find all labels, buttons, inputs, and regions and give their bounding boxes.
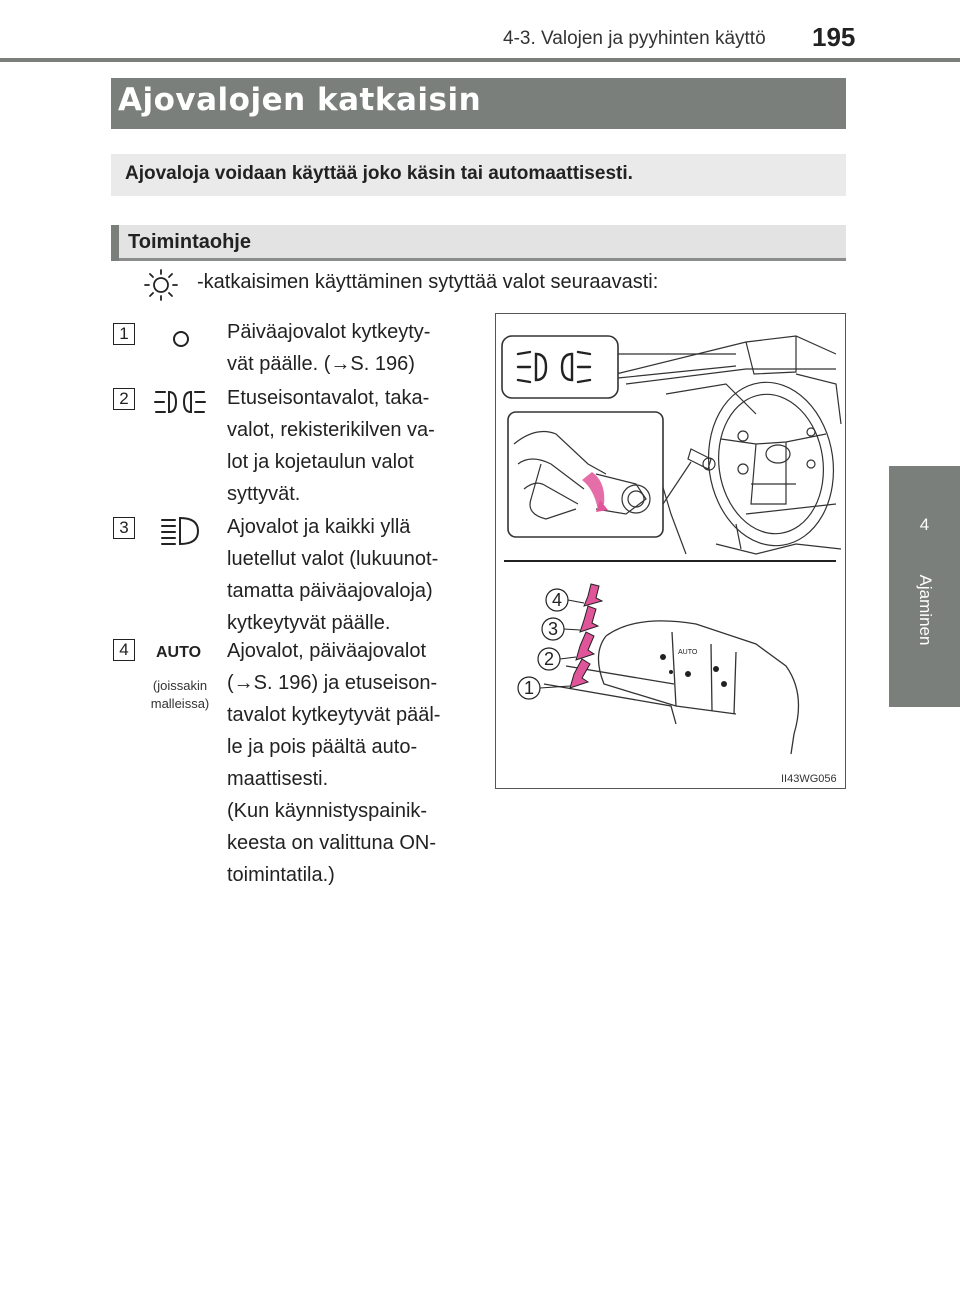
section-title: 4-3. Valojen ja pyyhinten käyttö bbox=[503, 28, 766, 49]
callout-4: 4 bbox=[551, 590, 563, 610]
callout-1: 1 bbox=[523, 678, 535, 698]
item-number: 3 bbox=[113, 517, 135, 539]
subheading: Toimintaohje bbox=[128, 231, 251, 253]
item-number: 1 bbox=[113, 323, 135, 345]
intro-text: Ajovaloja voidaan käyttää joko käsin tai automaattisesti. bbox=[125, 163, 633, 184]
subheading-accent bbox=[111, 225, 119, 261]
light-switch-icon bbox=[142, 268, 180, 302]
item-text: Päiväajovalot kytkeyty- vät päälle. (→S. 196) bbox=[227, 321, 431, 375]
parking-light-icon bbox=[169, 327, 193, 351]
headlight-icon bbox=[160, 514, 202, 548]
auto-label: AUTO bbox=[156, 644, 202, 661]
item-text: Ajovalot, päiväajovalot (→S. 196) ja etuseison- tavalot kytkeytyvät pääl- le ja pois päältä auto- maattisesti. (Kun käynnistyspainik- keesta on valittuna ON- toimintatila.) bbox=[227, 640, 441, 886]
figure-code: II43WG056 bbox=[781, 773, 837, 785]
side-marker-lights-icon bbox=[152, 386, 208, 418]
switch-auto-label: AUTO bbox=[678, 649, 698, 656]
chapter-number: 4 bbox=[919, 515, 930, 534]
page-number: 195 bbox=[812, 22, 856, 52]
callout-3: 3 bbox=[547, 619, 559, 639]
item-text: Ajovalot ja kaikki yllä luetellut valot (lukuunot- tamatta päiväajovaloja) kytkeytyvät päälle. bbox=[227, 516, 439, 634]
lead-text: -katkaisimen käyttäminen sytyttää valot seuraavasti: bbox=[197, 271, 659, 293]
page-title: Ajovalojen katkaisin bbox=[118, 82, 482, 118]
header-rule bbox=[0, 58, 960, 62]
chapter-label: Ajaminen bbox=[916, 574, 935, 646]
callout-2: 2 bbox=[543, 649, 555, 669]
item-text: Etuseisontavalot, taka- valot, rekisterikilven va- lot ja kojetaulun valot syttyvät. bbox=[227, 387, 435, 505]
item-number: 2 bbox=[113, 388, 135, 410]
item-number: 4 bbox=[113, 639, 135, 661]
headlight-switch-illustration bbox=[496, 314, 845, 788]
model-note: (joissakin malleissa) bbox=[150, 678, 210, 711]
